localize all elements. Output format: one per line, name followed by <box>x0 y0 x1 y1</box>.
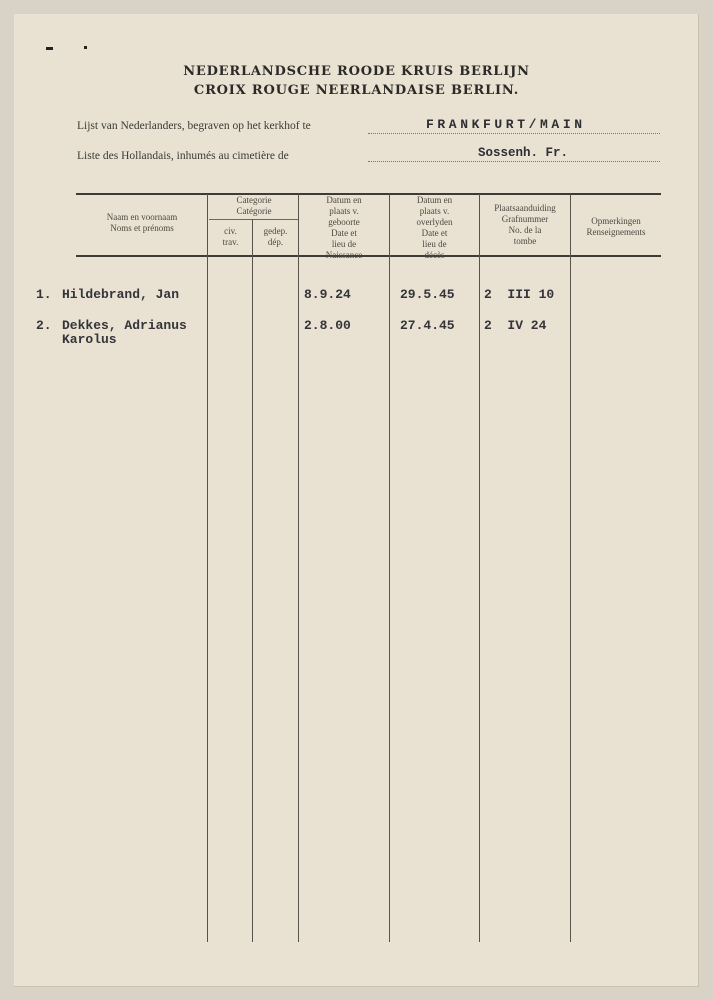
column-divider <box>207 194 208 942</box>
fill-line <box>368 161 660 162</box>
row-number: 2. <box>36 318 52 333</box>
row-name: Hildebrand, Jan <box>62 287 180 302</box>
row-birth-date: 2.8.00 <box>304 318 351 333</box>
cemetery-value: Sossenh. Fr. <box>478 146 569 160</box>
row-birth-date: 8.9.24 <box>304 287 351 302</box>
header-birth: Datum en plaats v. geboorte Date et lieu de Naissance <box>325 195 363 260</box>
column-divider <box>570 194 571 942</box>
header-dep: gedep. dép. <box>263 226 288 247</box>
stray-mark <box>46 47 53 50</box>
stray-mark <box>84 46 87 49</box>
row-death-date: 27.4.45 <box>400 318 455 333</box>
row-name-continued: Karolus <box>62 332 117 347</box>
org-title-fr: CROIX ROUGE NEERLANDAISE BERLIN. <box>193 83 520 98</box>
header-death: Datum en plaats v. overlyden Date et lieu de décès <box>416 195 453 260</box>
column-divider <box>298 194 299 942</box>
header-remarks: Opmerkingen Renseignements <box>586 216 646 237</box>
row-grave-number: 2 IV 24 <box>484 318 547 333</box>
row-grave-number: 2 III 10 <box>484 287 555 302</box>
header-grave: Plaatsaanduiding Grafnummer No. de la tombe <box>494 203 556 246</box>
header-name: Naam en voornaam Noms et prénoms <box>106 212 178 233</box>
column-divider <box>252 219 253 942</box>
cemetery-label-nl: Lijst van Nederlanders, begraven op het kerkhof te <box>77 120 311 132</box>
row-name: Dekkes, Adrianus <box>62 318 187 333</box>
cemetery-label-fr: Liste des Hollandais, inhumés au cimetière de <box>77 150 289 162</box>
header-civ: civ. trav. <box>222 226 239 247</box>
city-value: FRANKFURT/MAIN <box>426 117 586 132</box>
category-split-rule <box>209 219 299 220</box>
org-title-nl: NEDERLANDSCHE ROODE KRUIS BERLIJN <box>183 64 530 79</box>
column-divider <box>479 194 480 942</box>
header-category: Categorie Catégorie <box>236 195 272 216</box>
fill-line <box>368 133 660 134</box>
row-number: 1. <box>36 287 52 302</box>
row-death-date: 29.5.45 <box>400 287 455 302</box>
column-divider <box>389 194 390 942</box>
